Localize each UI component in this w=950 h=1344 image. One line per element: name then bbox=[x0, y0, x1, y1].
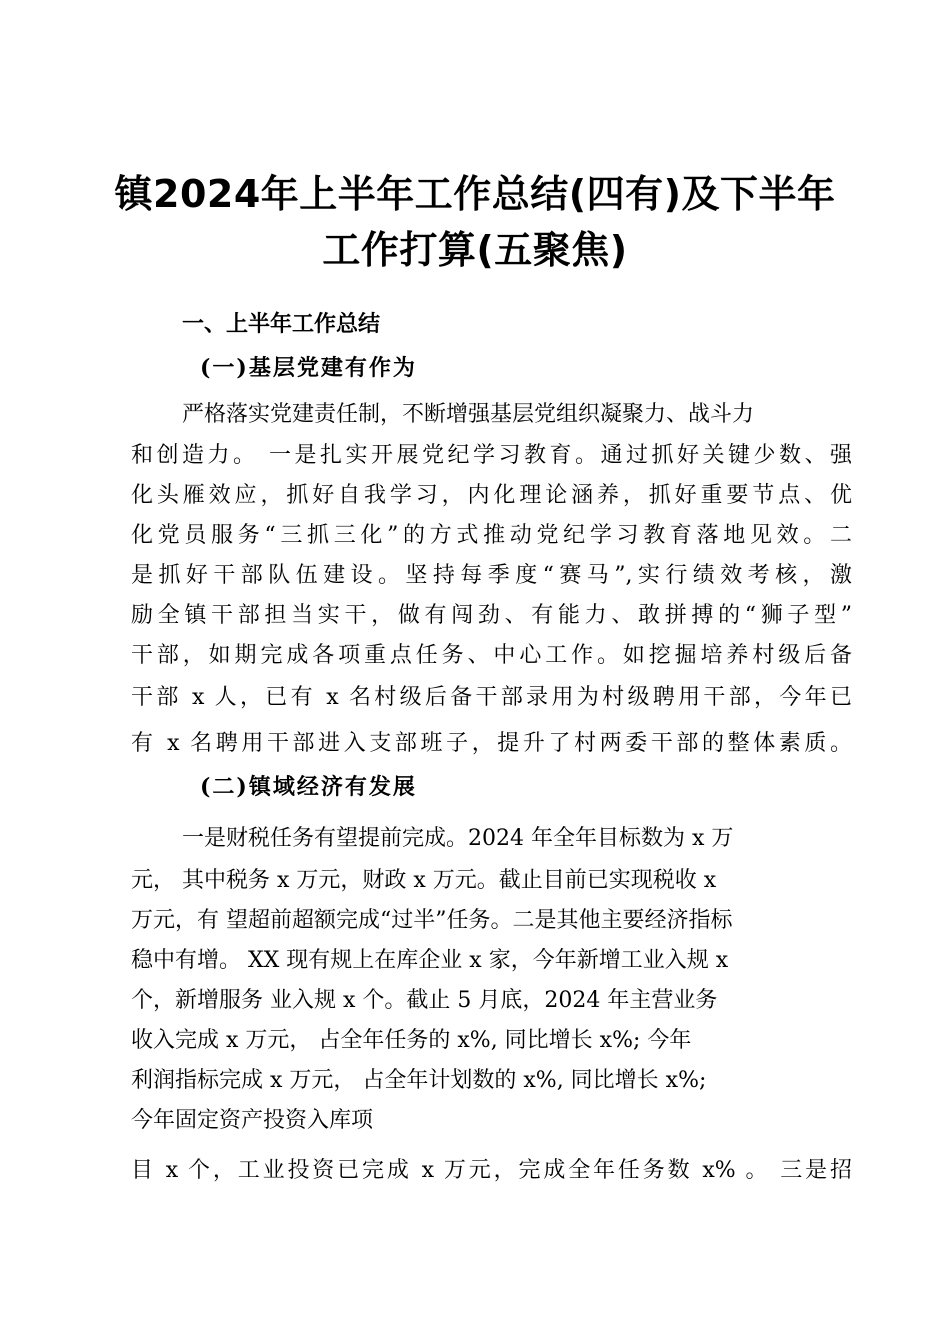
paragraph-line: 是抓好干部队伍建设。坚持每季度“赛马”,实行绩效考核，激 bbox=[131, 563, 852, 588]
paragraph-line: 收入完成 x 万元， 占全年任务的 x%, 同比增长 x%; 今年 bbox=[131, 1028, 692, 1053]
paragraph-line: 化党员服务“三抓三化”的方式推动党纪学习教育落地见效。二 bbox=[131, 523, 852, 548]
paragraph-line: 严格落实党建责任制，不断增强基层党组织凝聚力、战斗力 bbox=[182, 402, 755, 427]
paragraph-line: 元， 其中税务 x 万元，财政 x 万元。截止目前已实现税收 x bbox=[131, 868, 717, 893]
paragraph-line: 干部，如期完成各项重点任务、中心工作。如挖掘培养村级后备 bbox=[131, 643, 852, 668]
paragraph-line: 和创造力。 一是扎实开展党纪学习教育。通过抓好关键少数、强 bbox=[131, 443, 852, 468]
section-heading: 一、上半年工作总结 bbox=[182, 312, 381, 337]
paragraph-line: 有 x 名聘用干部进入支部班子，提升了村两委干部的整体素质。 bbox=[131, 731, 852, 756]
paragraph-line: 化头雁效应，抓好自我学习，内化理论涵养，抓好重要节点、优 bbox=[131, 483, 852, 508]
paragraph-line: 利润指标完成 x 万元， 占全年计划数的 x%, 同比增长 x%; bbox=[131, 1068, 707, 1093]
paragraph-line: 万元，有 望超前超额完成“过半”任务。二是其他主要经济指标 bbox=[131, 908, 733, 933]
paragraph-line: 个，新增服务 业入规 x 个。截止 5 月底，2024 年主营业务 bbox=[131, 988, 718, 1013]
paragraph-line: 目 x 个，工业投资已完成 x 万元，完成全年任务数 x% 。 三是招 bbox=[131, 1158, 852, 1183]
paragraph-line: 励全镇干部担当实干，做有闯劲、有能力、敢拼搏的“狮子型” bbox=[131, 603, 852, 628]
paragraph-line: 今年固定资产投资入库项 bbox=[131, 1108, 374, 1133]
subsection-heading-2: (二)镇域经济有发展 bbox=[200, 774, 417, 800]
paragraph-line: 一是财税任务有望提前完成。2024 年全年目标数为 x 万 bbox=[182, 826, 734, 851]
paragraph-line: 干部 x 人，已有 x 名村级后备干部录用为村级聘用干部，今年已 bbox=[131, 685, 852, 710]
subsection-heading-1: (一)基层党建有作为 bbox=[200, 355, 417, 381]
document-title-line-2: 工作打算(五聚焦) bbox=[322, 228, 628, 272]
paragraph-line: 稳中有增。 XX 现有规上在库企业 x 家，今年新增工业入规 x bbox=[131, 948, 729, 973]
document-title-line-1: 镇2024年上半年工作总结(四有)及下半年 bbox=[114, 172, 836, 216]
